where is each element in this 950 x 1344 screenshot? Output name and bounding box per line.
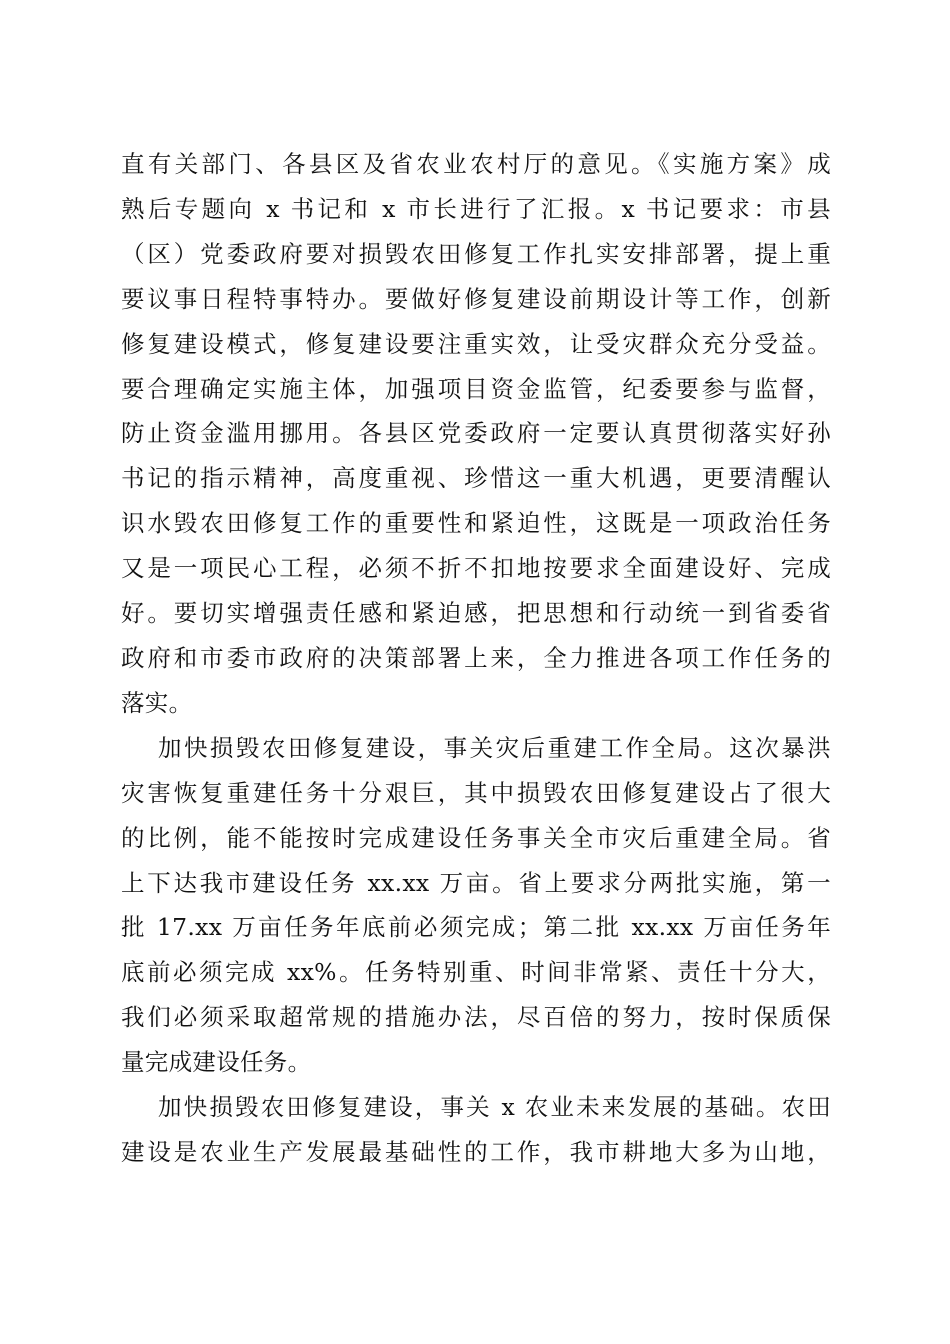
text-line: 加快损毁农田修复建设，事关灾后重建工作全局。这次暴洪 [158, 733, 831, 762]
text-line: 底前必须完成 xx%。任务特别重、时间非常紧、责任十分大， [121, 958, 831, 987]
text-line: 加快损毁农田修复建设，事关 x 农业未来发展的基础。农田 [158, 1093, 831, 1122]
text-line: 直有关部门、各县区及省农业农村厅的意见。《实施方案》成 [121, 150, 831, 178]
text-line: （区）党委政府要对损毁农田修复工作扎实安排部署，提上重 [121, 239, 831, 268]
text-line: 上下达我市建设任务 xx.xx 万亩。省上要求分两批实施，第一 [121, 868, 831, 897]
text-line: 政府和市委市政府的决策部署上来，全力推进各项工作任务的 [121, 643, 831, 672]
text-line: 修复建设模式，修复建设要注重实效，让受灾群众充分受益。 [121, 329, 831, 358]
text-line: 的比例，能不能按时完成建设任务事关全市灾后重建全局。省 [121, 823, 831, 852]
body-text [121, 142, 831, 1175]
text-line: 识水毁农田修复工作的重要性和紧迫性，这既是一项政治任务 [121, 509, 831, 538]
text-line: 量完成建设任务。 [121, 1048, 312, 1077]
text-line: 我们必须采取超常规的措施办法，尽百倍的努力，按时保质保 [121, 1003, 831, 1032]
text-line: 又是一项民心工程，必须不折不扣地按要求全面建设好、完成 [121, 554, 831, 583]
text-line: 好。要切实增强责任感和紧迫感，把思想和行动统一到省委省 [121, 599, 831, 628]
text-line: 落实。 [121, 688, 193, 717]
paragraph-1 [121, 142, 831, 726]
text-line: 批 17.xx 万亩任务年底前必须完成；第二批 xx.xx 万亩任务年 [121, 913, 831, 942]
paragraph-3 [121, 1085, 831, 1175]
text-line: 灾害恢复重建任务十分艰巨，其中损毁农田修复建设占了很大 [121, 778, 831, 807]
text-line: 要合理确定实施主体，加强项目资金监管，纪委要参与监督， [121, 374, 831, 403]
text-line: 熟后专题向 x 书记和 x 市长进行了汇报。x 书记要求：市县 [121, 194, 831, 223]
text-line: 要议事日程特事特办。要做好修复建设前期设计等工作，创新 [121, 284, 831, 313]
paragraph-2 [121, 726, 831, 1085]
text-line: 防止资金滥用挪用。各县区党委政府一定要认真贯彻落实好孙 [121, 419, 831, 448]
text-line: 建设是农业生产发展最基础性的工作，我市耕地大多为山地， [121, 1137, 831, 1166]
text-line: 书记的指示精神，高度重视、珍惜这一重大机遇，更要清醒认 [121, 464, 831, 493]
